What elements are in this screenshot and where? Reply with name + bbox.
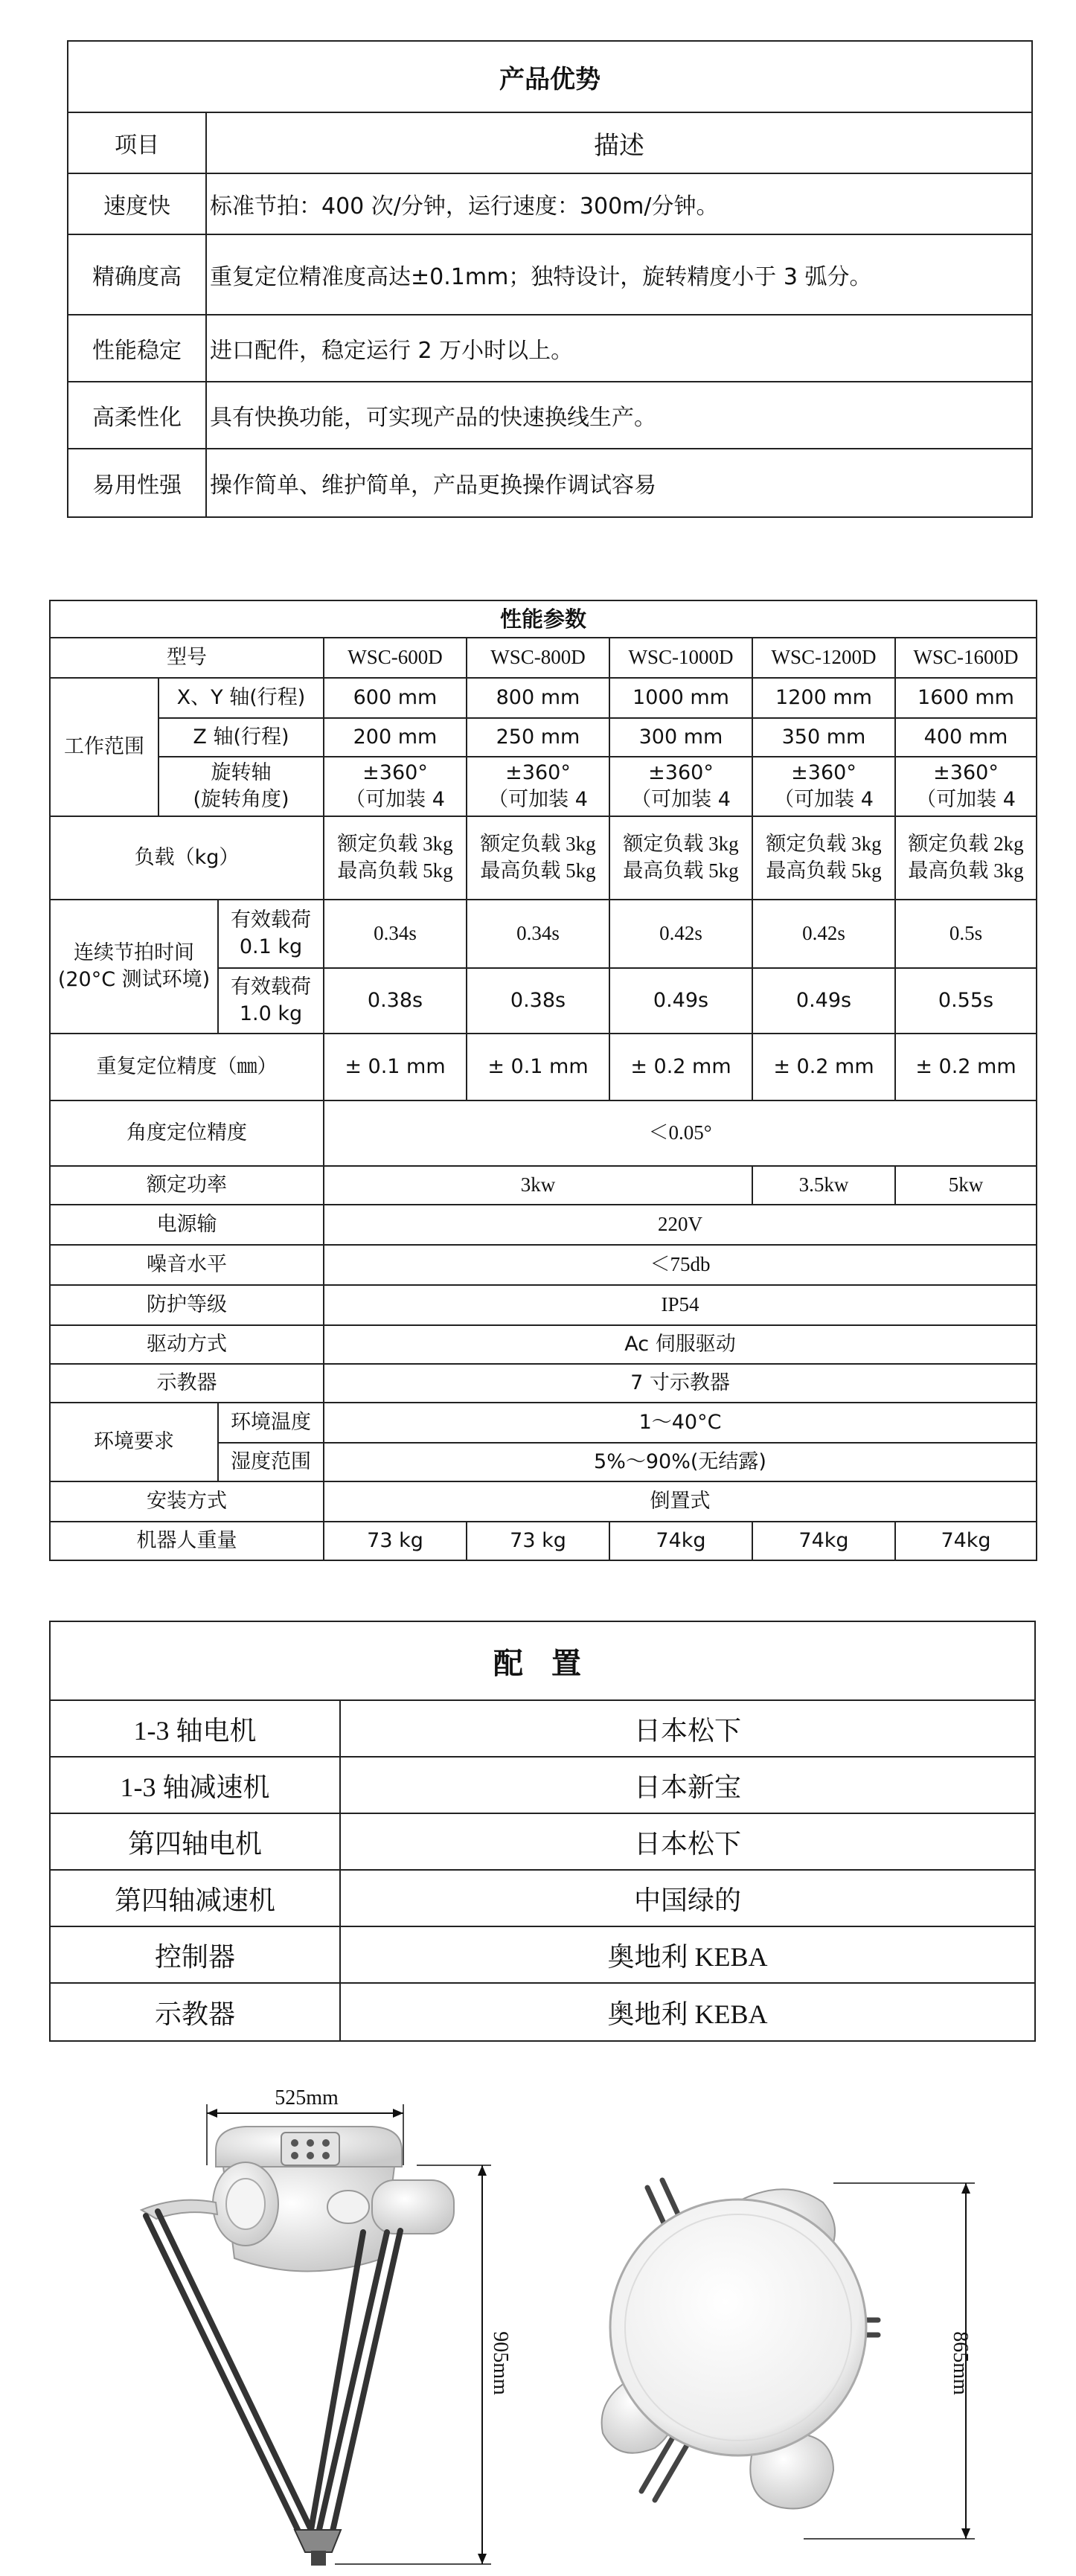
specs-table — [49, 600, 1037, 1561]
pendant-value: 7 寸示教器 — [324, 1364, 1037, 1403]
config-value: 中国绿的 — [340, 1870, 1035, 1926]
repeat-accuracy-value: ± 0.1 mm — [467, 1034, 609, 1100]
advantage-value: 进口配件，稳定运行 2 万小时以上。 — [206, 315, 1032, 382]
advantage-key: 精确度高 — [68, 234, 206, 315]
noise-label: 噪音水平 — [50, 1245, 324, 1285]
config-key: 1-3 轴减速机 — [50, 1757, 340, 1813]
cycle-time-value: 0.42s — [609, 900, 752, 968]
noise-value: ＜75db — [324, 1245, 1037, 1285]
header-item: 项目 — [68, 112, 206, 173]
weight-value: 74kg — [609, 1522, 752, 1560]
z-axis-value: 300 mm — [609, 718, 752, 757]
advantage-value: 重复定位精准度高达±0.1mm；独特设计，旋转精度小于 3 弧分。 — [206, 234, 1032, 315]
repeat-accuracy-value: ± 0.1 mm — [324, 1034, 467, 1100]
load-value: 额定负载 3kg 最高负载 5kg — [609, 816, 752, 900]
model-label: 型号 — [50, 638, 324, 678]
z-axis-label: Z 轴(行程) — [158, 718, 324, 757]
drive-label: 驱动方式 — [50, 1325, 324, 1364]
rated-power-value: 3kw — [324, 1166, 752, 1205]
config-value: 日本新宝 — [340, 1757, 1035, 1813]
humidity-label: 湿度范围 — [218, 1443, 324, 1481]
cycle-time-value: 0.55s — [895, 968, 1037, 1034]
z-axis-value: 250 mm — [467, 718, 609, 757]
weight-value: 73 kg — [324, 1522, 467, 1560]
model-name: WSC-600D — [324, 638, 467, 678]
height-dimension-label: 905mm — [489, 2331, 512, 2395]
cycle-time-label: 连续节拍时间 (20°C 测试环境) — [50, 900, 218, 1034]
config-key: 1-3 轴电机 — [50, 1700, 340, 1757]
cycle-time-value: 0.49s — [609, 968, 752, 1034]
config-key: 第四轴电机 — [50, 1813, 340, 1870]
angle-accuracy-value: ＜0.05° — [324, 1100, 1037, 1166]
xy-axis-value: 800 mm — [467, 678, 609, 718]
rotation-value: ±360° （可加装 4 — [467, 757, 609, 816]
advantages-title: 产品优势 — [68, 41, 1032, 112]
xy-axis-value: 1000 mm — [609, 678, 752, 718]
environment-label: 环境要求 — [50, 1403, 218, 1481]
config-title: 配 置 — [50, 1621, 1035, 1700]
load-label: 负载（kg） — [50, 816, 324, 900]
weight-value: 74kg — [752, 1522, 895, 1560]
advantage-value: 操作简单、维护简单，产品更换操作调试容易 — [206, 449, 1032, 517]
model-name: WSC-1000D — [609, 638, 752, 678]
payload-label: 有效载荷 0.1 kg — [218, 900, 324, 968]
load-value: 额定负载 3kg 最高负载 5kg — [324, 816, 467, 900]
config-key: 第四轴减速机 — [50, 1870, 340, 1926]
cycle-time-value: 0.34s — [324, 900, 467, 968]
rated-power-label: 额定功率 — [50, 1166, 324, 1205]
humidity-value: 5%～90%(无结露) — [324, 1443, 1037, 1481]
weight-value: 73 kg — [467, 1522, 609, 1560]
protection-value: IP54 — [324, 1285, 1037, 1325]
z-axis-value: 400 mm — [895, 718, 1037, 757]
xy-axis-value: 600 mm — [324, 678, 467, 718]
robot-top-view — [602, 2180, 975, 2539]
rotation-value: ±360° （可加装 4 — [324, 757, 467, 816]
weight-label: 机器人重量 — [50, 1522, 324, 1560]
payload-label: 有效载荷 1.0 kg — [218, 968, 324, 1034]
repeat-accuracy-value: ± 0.2 mm — [752, 1034, 895, 1100]
advantage-key: 性能稳定 — [68, 315, 206, 382]
width-dimension-label: 525mm — [275, 2086, 339, 2109]
rotation-axis-label: 旋转轴 (旋转角度) — [158, 757, 324, 816]
advantage-value: 具有快换功能，可实现产品的快速换线生产。 — [206, 382, 1032, 449]
weight-value: 74kg — [895, 1522, 1037, 1560]
load-value: 额定负载 2kg 最高负载 3kg — [895, 816, 1037, 900]
mounting-label: 安装方式 — [50, 1481, 324, 1522]
power-supply-value: 220V — [324, 1205, 1037, 1245]
load-value: 额定负载 3kg 最高负载 5kg — [752, 816, 895, 900]
angle-accuracy-label: 角度定位精度 — [50, 1100, 324, 1166]
cycle-time-value: 0.38s — [324, 968, 467, 1034]
specs-title: 性能参数 — [50, 600, 1037, 638]
load-value: 额定负载 3kg 最高负载 5kg — [467, 816, 609, 900]
temperature-value: 1～40°C — [324, 1403, 1037, 1443]
xy-axis-value: 1600 mm — [895, 678, 1037, 718]
repeat-accuracy-label: 重复定位精度（㎜） — [50, 1034, 324, 1100]
rated-power-value: 5kw — [895, 1166, 1037, 1205]
rotation-value: ±360° （可加装 4 — [895, 757, 1037, 816]
protection-label: 防护等级 — [50, 1285, 324, 1325]
model-name: WSC-800D — [467, 638, 609, 678]
xy-axis-value: 1200 mm — [752, 678, 895, 718]
drive-value: Ac 伺服驱动 — [324, 1325, 1037, 1364]
work-range-label: 工作范围 — [50, 678, 158, 816]
cycle-time-value: 0.38s — [467, 968, 609, 1034]
config-value: 奥地利 KEBA — [340, 1926, 1035, 1983]
mounting-value: 倒置式 — [324, 1481, 1037, 1522]
pendant-label: 示教器 — [50, 1364, 324, 1403]
model-name: WSC-1600D — [895, 638, 1037, 678]
repeat-accuracy-value: ± 0.2 mm — [609, 1034, 752, 1100]
rotation-value: ±360° （可加装 4 — [609, 757, 752, 816]
repeat-accuracy-value: ± 0.2 mm — [895, 1034, 1037, 1100]
config-table — [49, 1621, 1036, 2042]
temperature-label: 环境温度 — [218, 1403, 324, 1443]
cycle-time-value: 0.42s — [752, 900, 895, 968]
advantages-table — [67, 40, 1033, 518]
config-value: 日本松下 — [340, 1813, 1035, 1870]
advantage-key: 速度快 — [68, 173, 206, 234]
rated-power-value: 3.5kw — [752, 1166, 895, 1205]
config-value: 奥地利 KEBA — [340, 1983, 1035, 2041]
header-desc: 描述 — [206, 112, 1032, 173]
rotation-value: ±360° （可加装 4 — [752, 757, 895, 816]
cycle-time-value: 0.34s — [467, 900, 609, 968]
cycle-time-value: 0.49s — [752, 968, 895, 1034]
robot-side-view — [141, 2086, 512, 2566]
power-supply-label: 电源输 — [50, 1205, 324, 1245]
cycle-time-value: 0.5s — [895, 900, 1037, 968]
z-axis-value: 350 mm — [752, 718, 895, 757]
robot-dimension-drawings — [0, 2083, 1076, 2576]
diameter-dimension-label: 865mm — [949, 2331, 972, 2395]
config-value: 日本松下 — [340, 1700, 1035, 1757]
model-name: WSC-1200D — [752, 638, 895, 678]
xy-axis-label: X、Y 轴(行程) — [158, 678, 324, 718]
advantage-value: 标准节拍：400 次/分钟，运行速度：300m/分钟。 — [206, 173, 1032, 234]
advantage-key: 易用性强 — [68, 449, 206, 517]
z-axis-value: 200 mm — [324, 718, 467, 757]
advantage-key: 高柔性化 — [68, 382, 206, 449]
config-key: 示教器 — [50, 1983, 340, 2041]
config-key: 控制器 — [50, 1926, 340, 1983]
